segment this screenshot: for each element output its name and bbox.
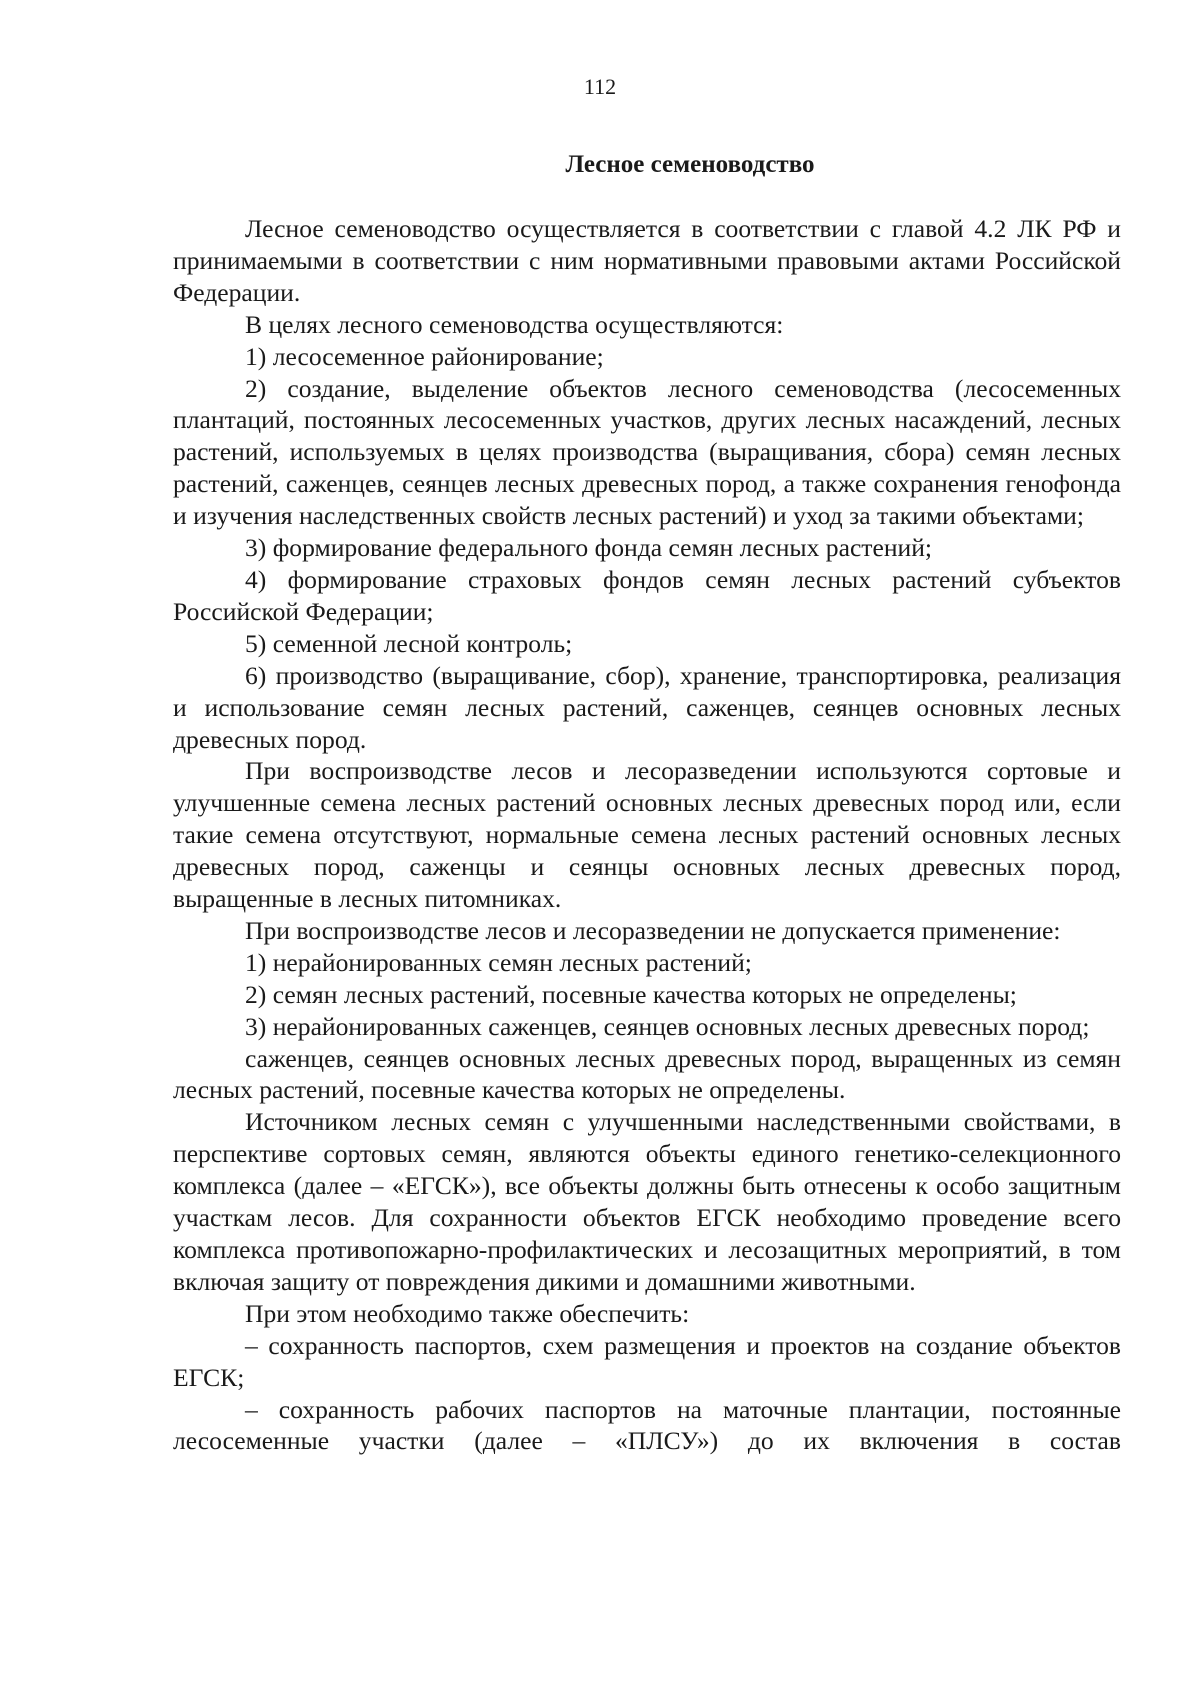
list-item: – сохранность рабочих паспортов на маточные плантации, постоянные лесосеменные участки (далее – «ПЛСУ») до их включения в состав	[173, 1394, 1121, 1456]
body-text	[173, 213, 1121, 1457]
paragraph: Источником лесных семян с улучшенными наследственными свойствами, в перспективе сортовых семян, являются объекты единого генетико-селекционного комплекса (далее – «ЕГСК»), все объекты должны быть отнесены к особо защитным участкам лесов. Для сохранности объектов ЕГСК необходимо проведение всего комплекса противопожарно-профилактических и лесозащитных мероприятий, в том включая защиту от повреждения дикими и домашними животными.	[173, 1107, 1121, 1296]
list-item: 2) семян лесных растений, посевные качества которых не определены;	[245, 979, 1017, 1009]
list-item: 2) создание, выделение объектов лесного семеноводства (лесосеменных плантаций, постоянных лесосеменных участков, других лесных насаждений, лесных растений, используемых в целях производства (выращивания, сбора) семян лесных растений, саженцев, сеянцев лесных древесных пород, а также сохранения генофонда и изучения наследственных свойств лесных растений) и уход за такими объектами;	[173, 373, 1121, 531]
list-item: 5) семенной лесной контроль;	[245, 628, 573, 658]
paragraph: При этом необходимо также обеспечить:	[245, 1298, 690, 1328]
list-item: – сохранность паспортов, схем размещения и проектов на создание объектов ЕГСК;	[173, 1330, 1121, 1392]
list-item: 1) лесосеменное районирование;	[245, 341, 604, 371]
paragraph: Лесное семеноводство осуществляется в соответствии с главой 4.2 ЛК РФ и принимаемыми в соответствии с ним нормативными правовыми актами Российской Федерации.	[173, 214, 1121, 307]
page-number: 112	[583, 74, 617, 99]
section-heading: Лесное семеноводство	[565, 151, 815, 178]
paragraph: При воспроизводстве лесов и лесоразведении не допускается применение:	[245, 915, 1061, 945]
list-item: 1) нерайонированных семян лесных растений;	[245, 947, 752, 977]
paragraph: саженцев, сеянцев основных лесных древесных пород, выращенных из семян лесных растений, посевные качества которых не определены.	[173, 1043, 1121, 1105]
list-item: 4) формирование страховых фондов семян лесных растений субъектов Российской Федерации;	[173, 564, 1121, 626]
list-item: 6) производство (выращивание, сбор), хранение, транспортировка, реализация и использование семян лесных растений, саженцев, сеянцев основных лесных древесных пород.	[173, 660, 1121, 754]
paragraph: При воспроизводстве лесов и лесоразведении используются сортовые и улучшенные семена лесных растений основных лесных древесных пород или, если такие семена отсутствуют, нормальные семена лесных растений основных лесных древесных пород, саженцы и сеянцы основных лесных древесных пород, выращенные в лесных питомниках.	[173, 756, 1121, 914]
list-item: 3) нерайонированных саженцев, сеянцев основных лесных древесных пород;	[245, 1011, 1090, 1041]
list-item: 3) формирование федерального фонда семян лесных растений;	[245, 533, 933, 563]
paragraph: В целях лесного семеноводства осуществляются:	[245, 309, 784, 339]
